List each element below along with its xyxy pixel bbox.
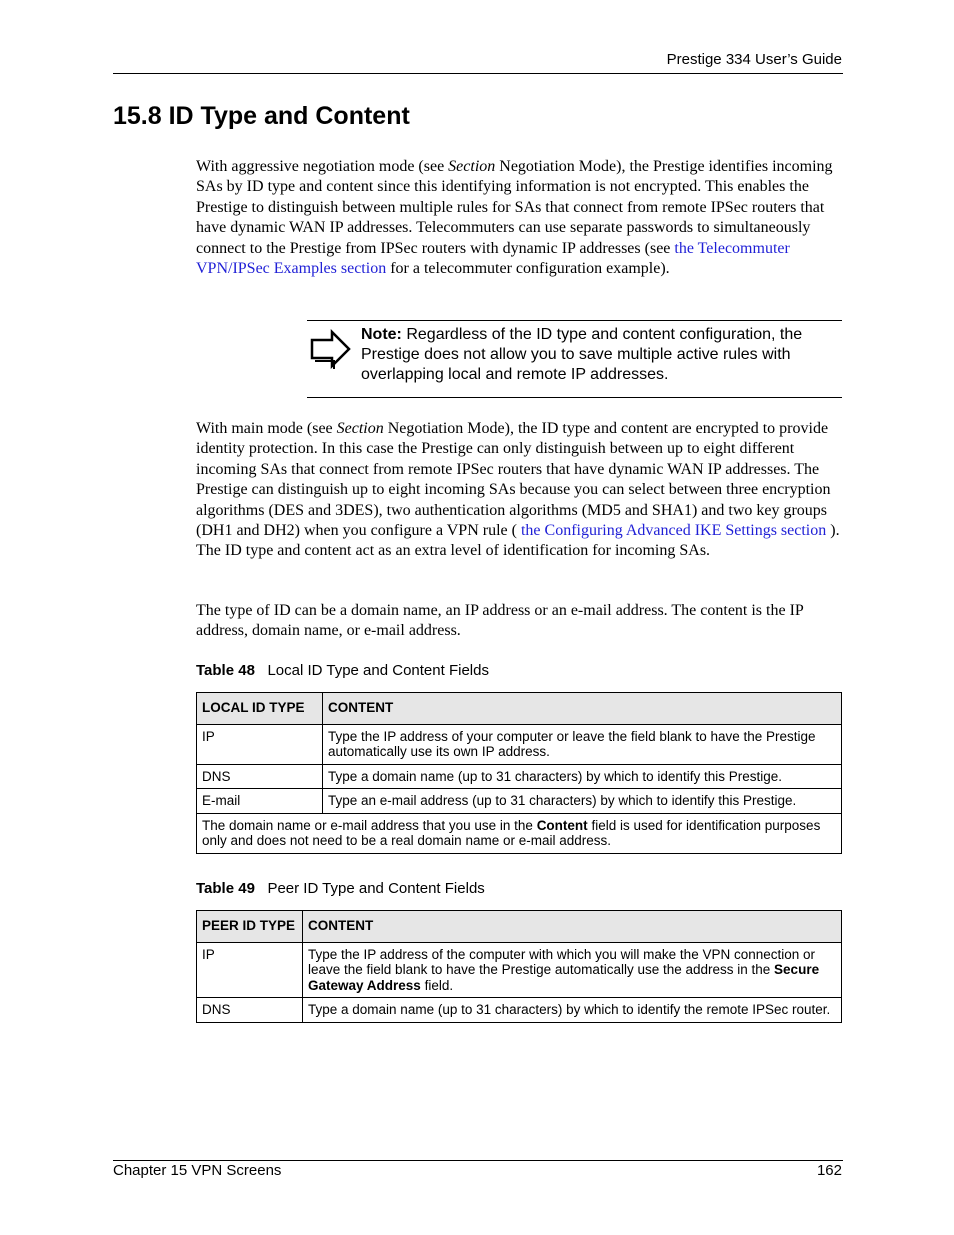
content-cell: Type a domain name (up to 31 characters) by which to identify this Prestige. <box>323 764 842 789</box>
column-header-peer-id-type: PEER ID TYPE <box>197 911 303 943</box>
table-row <box>197 942 842 998</box>
para2-text-3: ). The ID type and content act as an extra level of identification for incoming SAs. <box>196 522 840 560</box>
content-text-1: Type a domain name (up to 31 characters) by which to identify the remote IPSec router. <box>308 1002 831 1017</box>
note-body: Regardless of the ID type and content configuration, the Prestige does not allow you to save multiple active rules with overlapping local and remote IP addresses. <box>361 326 803 383</box>
footer-divider <box>113 1160 843 1161</box>
right-arrow-icon <box>307 329 353 369</box>
table49-caption <box>196 880 485 897</box>
paragraph-aggressive-mode <box>196 157 842 279</box>
para2-section-ref: Section <box>336 420 384 437</box>
para1-text-1: With aggressive negotiation mode (see <box>196 158 449 175</box>
content-cell <box>303 942 842 998</box>
id-type-cell: IP <box>197 724 323 764</box>
local-id-table <box>196 692 842 854</box>
table-footnote-row <box>197 813 842 853</box>
footnote-text-1: The domain name or e-mail address that you use in the <box>202 817 537 833</box>
content-text-1: Type the IP address of the computer with which you will make the VPN connection or leave the field blank to have the Prestige automatically use the address in the <box>308 946 816 977</box>
table-header-row <box>197 693 842 725</box>
running-header: Prestige 334 User’s Guide <box>666 51 842 68</box>
table-row <box>197 764 842 789</box>
table-header-row <box>197 911 842 943</box>
table49-number: Table 49 <box>196 880 255 897</box>
column-header-local-id-type: LOCAL ID TYPE <box>197 693 323 725</box>
note-text <box>361 325 841 385</box>
content-text-2: field. <box>420 977 454 993</box>
table49-title: Peer ID Type and Content Fields <box>267 880 485 897</box>
table-footnote <box>197 813 842 853</box>
telecommuter-examples-link[interactable]: the Telecommuter VPN/IPSec Examples section <box>196 239 790 278</box>
peer-id-table <box>196 910 842 1023</box>
footnote-bold-content: Content <box>536 817 588 833</box>
table48-title: Local ID Type and Content Fields <box>267 662 489 679</box>
note-label: Note: <box>361 326 402 343</box>
footnote-text-2: field is used for identification purposes only and does not need to be a real domain name or e-mail address. <box>202 817 821 848</box>
para1-section-ref: Section <box>448 158 496 175</box>
para2-text-1: With main mode (see <box>196 420 337 437</box>
advanced-ike-settings-link[interactable]: the Configuring Advanced IKE Settings section <box>520 522 827 540</box>
content-bold-field: Secure Gateway Address <box>308 962 820 993</box>
table48-number: Table 48 <box>196 662 255 679</box>
paragraph-id-types: The type of ID can be a domain name, an IP address or an e-mail address. The content is the IP address, domain name, or e-mail address. <box>196 602 804 640</box>
note-callout <box>307 320 842 398</box>
paragraph-main-mode <box>196 419 842 562</box>
column-header-content: CONTENT <box>323 693 842 725</box>
content-cell <box>303 998 842 1023</box>
para1-text-2: Negotiation Mode), the Prestige identifies incoming SAs by ID type and content since this identifying information is not encrypted. This enables the Prestige to distinguish between multiple rules for SAs that connect from remote IPSec routers that have dynamic WAN IP addresses. Telecommuters can use separate passwords to simultaneously connect to the Prestige from IPSec routers with dynamic IP addresses (see <box>196 158 833 257</box>
content-cell: Type an e-mail address (up to 31 characters) by which to identify this Prestige. <box>323 789 842 814</box>
table-row <box>197 724 842 764</box>
table-row <box>197 789 842 814</box>
table-row <box>197 998 842 1023</box>
id-type-cell: DNS <box>197 998 303 1023</box>
para2-text-2: Negotiation Mode), the ID type and content are encrypted to provide identity protection. In this case the Prestige can only distinguish between up to eight different incoming SAs that connect from remote IPSec routers that have dynamic WAN IP addresses. The Prestige can distinguish up to eight incoming SAs because you can select between three encryption algorithms (DES and 3DES), two authentication algorithms (MD5 and SHA1) and two key groups (DH1 and DH2) when you configure a VPN rule ( <box>196 420 831 540</box>
id-type-cell: IP <box>197 942 303 998</box>
section-title: 15.8 ID Type and Content <box>113 102 410 130</box>
header-divider <box>113 73 843 74</box>
table48-caption <box>196 662 489 679</box>
column-header-content: CONTENT <box>303 911 842 943</box>
footer-chapter: Chapter 15 VPN Screens <box>113 1162 282 1179</box>
id-type-cell: DNS <box>197 764 323 789</box>
content-cell: Type the IP address of your computer or leave the field blank to have the Prestige automatically use its own IP address. <box>323 724 842 764</box>
page-number: 162 <box>816 1162 842 1179</box>
id-type-cell: E-mail <box>197 789 323 814</box>
para1-text-3: for a telecommuter configuration example). <box>386 260 670 278</box>
